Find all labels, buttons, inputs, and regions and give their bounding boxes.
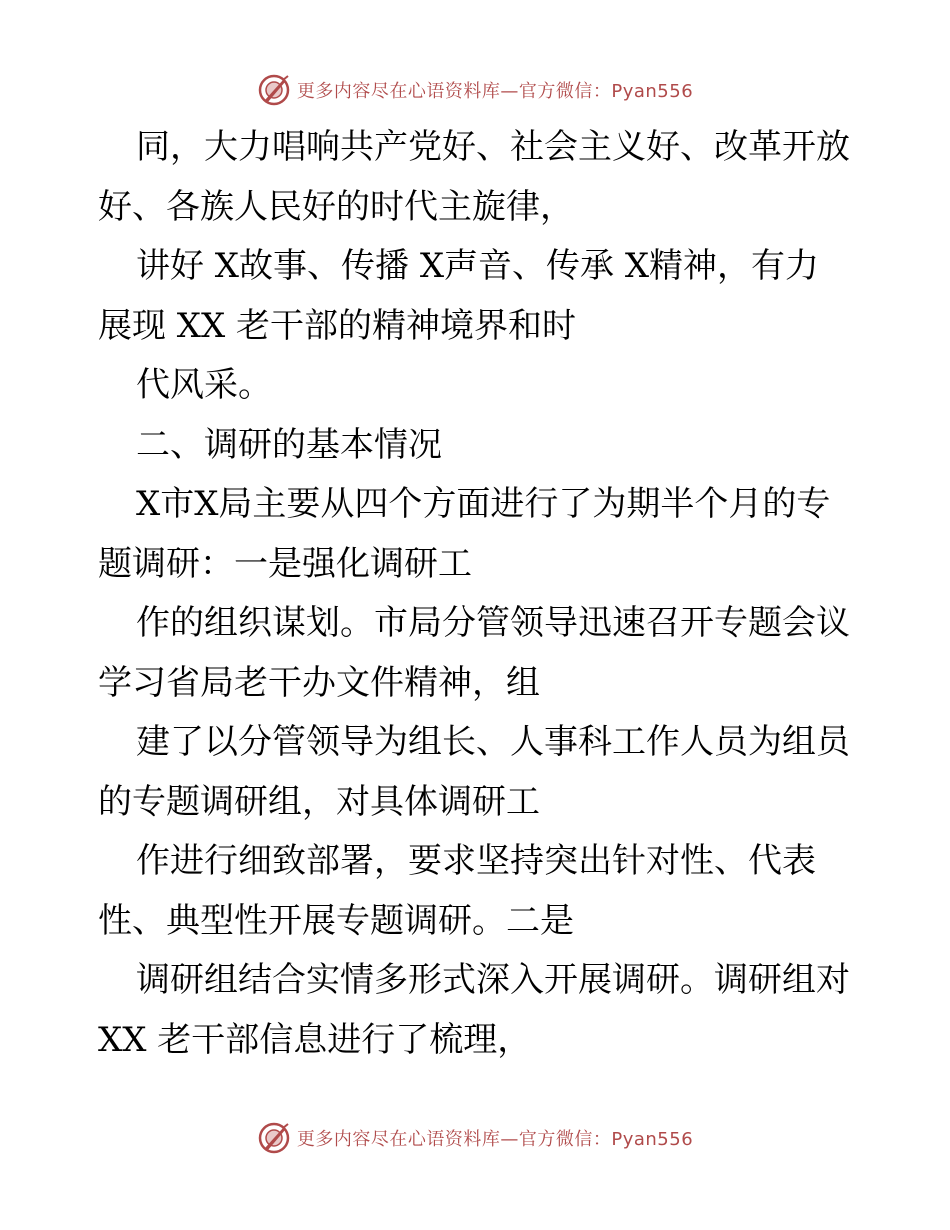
text-line: 调研组结合实情多形式深入开展调研。调研组对: [136, 960, 850, 1000]
text-line: XX 老干部信息进行了梳理，: [98, 1019, 532, 1060]
text-line: 建了以分管领导为组长、人事科工作人员为组员: [136, 722, 850, 762]
watermark-text: 更多内容尽在心语资料库—官方微信：Pyan556: [296, 1129, 694, 1150]
text-line: 讲好 X故事、传播 X声音、传承 X精神，有力: [136, 246, 820, 286]
text-line: 好、各族人民好的时代主旋律，: [98, 186, 574, 227]
watermark-text: 更多内容尽在心语资料库—官方微信：Pyan556: [296, 81, 694, 102]
text-line: 的专题调研组，对具体调研工: [98, 781, 540, 822]
text-line: 题调研：一是强化调研工: [98, 543, 472, 584]
text-line: 作的组织谋划。市局分管领导迅速召开专题会议: [136, 603, 850, 643]
text-line: 学习省局老干办文件精神，组: [98, 662, 540, 703]
text-line: 作进行细致部署，要求坚持突出针对性、代表: [136, 841, 816, 881]
text-line: 代风采。: [136, 365, 272, 405]
text-line: 展现 XX 老干部的精神境界和时: [98, 305, 577, 346]
watermark-banner-bottom: [0, 1118, 950, 1158]
quill-seal-icon: [257, 73, 291, 107]
text-line: 性、典型性开展专题调研。二是: [98, 900, 574, 941]
watermark-banner-top: [0, 70, 950, 110]
text-line: 同，大力唱响共产党好、社会主义好、改革开放: [136, 127, 850, 167]
text-line: 二、调研的基本情况: [136, 424, 442, 465]
text-line: X市X局主要从四个方面进行了为期半个月的专: [136, 484, 831, 524]
document-body: [98, 118, 858, 1070]
quill-seal-icon: [257, 1121, 291, 1155]
